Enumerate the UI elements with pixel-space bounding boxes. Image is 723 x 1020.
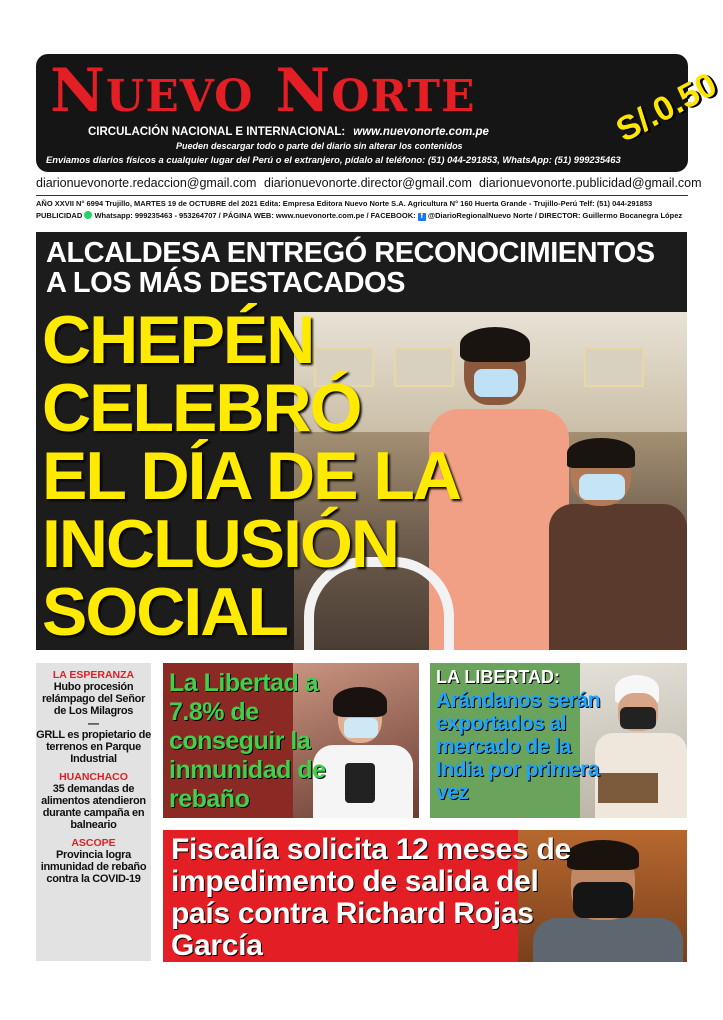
arandanos-title: Arándanos serán exportados al mercado de la India por primera vez bbox=[436, 689, 601, 804]
publicidad-line: Whatsapp: 999235463 - 953264707 / PÁGINA WEB: www.nuevonorte.com.pe / FACEBOOK: bbox=[94, 211, 416, 220]
brief-text[interactable]: GRLL es propietario de terrenos en Parque Industrial bbox=[36, 729, 151, 765]
main-headline: CHEPÉN CELEBRÓ EL DÍA DE LA INCLUSIÓN SOCIAL bbox=[42, 302, 461, 650]
issue-info: AÑO XXVII N° 6994 Trujillo, MARTES 19 de OCTUBRE del 2021 Edita: Empresa Editora Nuevo Norte S.A. Agricultura N° 160 Huerta Grande - Trujillo-Perú Telf: (51) 044-291853 bbox=[36, 199, 653, 208]
brief-divider: — bbox=[88, 718, 99, 730]
facebook-line: @DiarioRegionalNuevo Norte / DIRECTOR: Guillermo Bocanegra López bbox=[427, 211, 683, 220]
contact-emails bbox=[36, 176, 702, 192]
facebook-icon: f bbox=[418, 213, 426, 221]
brief-section: HUANCHACO bbox=[59, 771, 128, 783]
photo-camera bbox=[345, 763, 375, 803]
newspaper-logo: NUEVO NORTE bbox=[50, 56, 476, 126]
photo-person-mask bbox=[344, 718, 378, 738]
main-kicker: ALCALDESA ENTREGÓ RECONOCIMIENTOS A LOS MÁS DESTACADOS bbox=[46, 237, 655, 299]
story-fiscalia[interactable] bbox=[163, 830, 687, 962]
website-link[interactable]: www.nuevonorte.com.pe bbox=[353, 126, 489, 138]
brief-section: LA ESPERANZA bbox=[52, 669, 135, 681]
fiscalia-title: Fiscalía solicita 12 meses de impedimento de salida del país contra Richard Rojas García bbox=[171, 833, 571, 962]
circulation-line: CIRCULACIÓN NACIONAL E INTERNACIONAL: www.nuevonorte.com.pe bbox=[88, 126, 489, 138]
main-story[interactable] bbox=[36, 232, 687, 650]
inmunidad-title: La Libertad a 7.8% de conseguir la inmunidad de rebaño bbox=[169, 669, 326, 813]
download-note: Pueden descargar todo o parte del diario sin alterar los contenidos bbox=[176, 141, 463, 151]
arandanos-section: LA LIBERTAD: bbox=[436, 667, 560, 687]
brief-text[interactable]: Hubo procesión relámpago del Señor de Los Milagros bbox=[41, 681, 146, 717]
photo-person-hair bbox=[333, 687, 387, 717]
photo-man-hair bbox=[567, 840, 639, 870]
brief-text[interactable]: 35 demandas de alimentos atendieron durante campaña en balneario bbox=[41, 783, 146, 831]
photo-woman-brown bbox=[549, 442, 687, 650]
photo-crate bbox=[598, 773, 658, 803]
masthead bbox=[36, 54, 723, 172]
divider bbox=[36, 195, 688, 196]
email-redaccion[interactable]: diarionuevonorte.redaccion@gmail.com bbox=[36, 176, 257, 190]
email-publicidad[interactable]: diarionuevonorte.publicidad@gmail.com bbox=[479, 176, 702, 190]
brief-section: ASCOPE bbox=[71, 837, 116, 849]
brief-text[interactable]: Provincia logra inmunidad de rebaño contra la COVID-19 bbox=[40, 849, 147, 885]
story-inmunidad[interactable] bbox=[163, 663, 419, 818]
publicity-info bbox=[36, 211, 688, 221]
story-arandanos[interactable] bbox=[430, 663, 687, 818]
whatsapp-icon bbox=[84, 211, 92, 219]
email-director[interactable]: diarionuevonorte.director@gmail.com bbox=[264, 176, 472, 190]
publicidad-label: PUBLICIDAD bbox=[36, 211, 83, 220]
sidebar-briefs bbox=[36, 663, 151, 961]
photo-worker-mask bbox=[620, 707, 656, 729]
price-tag: S/.0.50 bbox=[610, 65, 723, 150]
shipping-note: Enviamos diarios físicos a cualquier lugar del Perú o el extranjero, pídalo al teléfono: (51) 044-291853, WhatsApp: (51) 999235463 bbox=[46, 154, 621, 165]
photo-window bbox=[584, 347, 644, 387]
photo-man-mask bbox=[573, 882, 633, 918]
